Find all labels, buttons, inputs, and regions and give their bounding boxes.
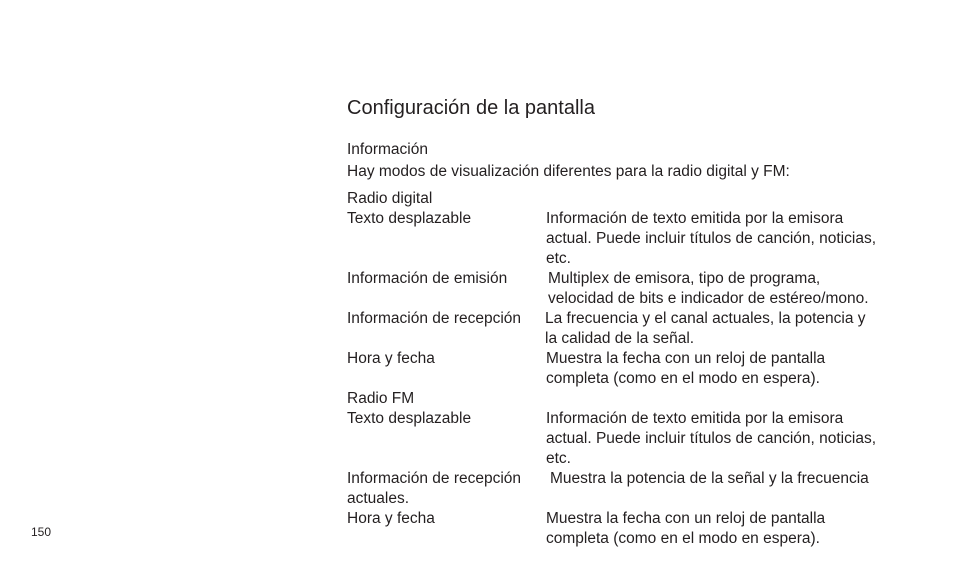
fm-desc-time-date-line-1: Muestra la fecha con un reloj de pantalla: [546, 510, 826, 527]
digital-desc-scroll-text-line-3: etc.: [546, 250, 571, 267]
fm-heading: Radio FM: [347, 390, 415, 407]
digital-term-reception-info: Información de recepción: [347, 310, 522, 327]
digital-desc-broadcast-info-line-2: velocidad de bits e indicador de estéreo/mono.: [548, 290, 869, 307]
fm-term-reception-info: Información de recepción: [347, 470, 522, 487]
page-number: 150: [31, 525, 52, 539]
fm-desc-time-date-line-2: completa (como en el modo en espera).: [546, 530, 820, 547]
fm-desc-scroll-text-line-3: etc.: [546, 450, 571, 467]
page-title: Configuración de la pantalla: [347, 97, 595, 119]
info-intro: Hay modos de visualización diferentes para la radio digital y FM:: [347, 163, 790, 180]
fm-term-scroll-text: Texto desplazable: [347, 410, 472, 427]
digital-desc-time-date-line-1: Muestra la fecha con un reloj de pantalla: [546, 350, 826, 367]
digital-term-time-date: Hora y fecha: [347, 350, 435, 367]
digital-desc-reception-info-line-2: la calidad de la señal.: [545, 330, 695, 347]
fm-desc-scroll-text-line-2: actual. Puede incluir títulos de canción, noticias,: [546, 430, 876, 447]
fm-desc-reception-info-line-2: actuales.: [347, 490, 410, 507]
digital-term-scroll-text: Texto desplazable: [347, 210, 472, 227]
digital-desc-broadcast-info-line-1: Multiplex de emisora, tipo de programa,: [548, 270, 821, 287]
digital-desc-scroll-text-line-1: Información de texto emitida por la emisora: [546, 210, 844, 227]
info-heading: Información: [347, 141, 428, 158]
fm-desc-scroll-text-line-1: Información de texto emitida por la emisora: [546, 410, 844, 427]
fm-term-time-date: Hora y fecha: [347, 510, 435, 527]
digital-desc-scroll-text-line-2: actual. Puede incluir títulos de canción, noticias,: [546, 230, 876, 247]
digital-desc-reception-info-line-1: La frecuencia y el canal actuales, la potencia y: [545, 310, 866, 327]
digital-term-broadcast-info: Información de emisión: [347, 270, 508, 287]
fm-desc-reception-info-line-1: Muestra la potencia de la señal y la frecuencia: [550, 470, 869, 487]
digital-heading: Radio digital: [347, 190, 433, 207]
digital-desc-time-date-line-2: completa (como en el modo en espera).: [546, 370, 820, 387]
